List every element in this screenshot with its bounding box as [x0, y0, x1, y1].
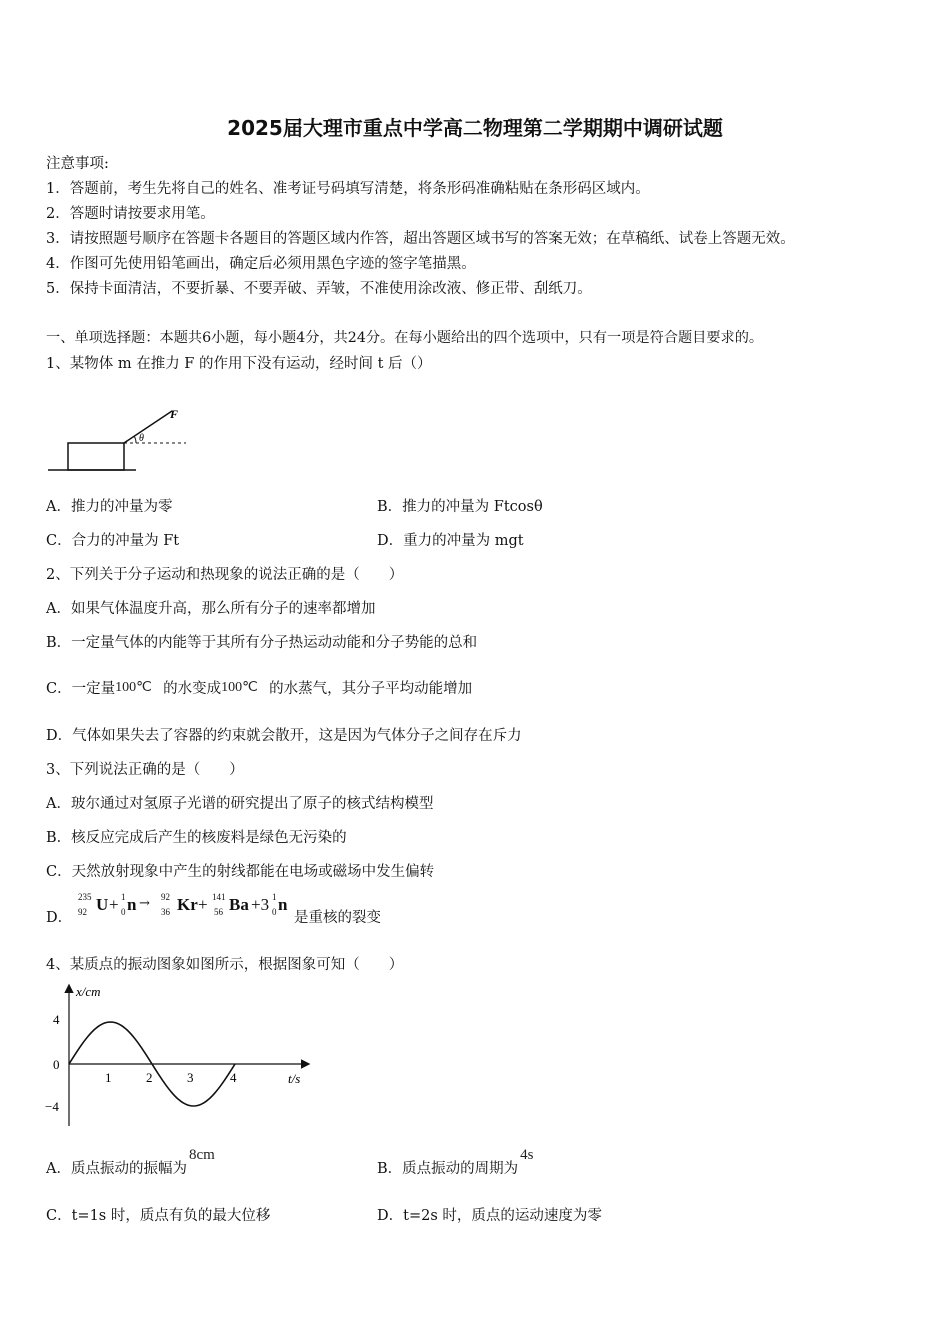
- q3-stem: 3、下列说法正确的是（ ）: [46, 762, 244, 778]
- q2-option-a[interactable]: A．如果气体温度升高，那么所有分子的速率都增加: [46, 601, 376, 617]
- q1-option-d[interactable]: D．重力的冲量为 mgt: [377, 533, 524, 549]
- q2-c-prefix: C．一定量: [46, 681, 116, 697]
- q2-option-b[interactable]: B．一定量气体的内能等于其所有分子热运动动能和分子势能的总和: [46, 635, 478, 651]
- q4-option-d[interactable]: D．t=2s 时，质点的运动速度为零: [377, 1208, 602, 1224]
- x-tick-1: 1: [105, 1070, 112, 1085]
- q4-a-value: 8cm: [188, 1147, 215, 1163]
- q1-option-c[interactable]: C．合力的冲量为 Ft: [46, 533, 180, 549]
- q2-stem: 2、下列关于分子运动和热现象的说法正确的是（ ）: [46, 567, 404, 583]
- kr-atomic-number: 36: [161, 907, 170, 917]
- q4-vibration-graph: [40, 980, 320, 1130]
- q1-figure: [44, 402, 194, 478]
- q3-d-label: D．: [46, 910, 73, 926]
- force-line: [124, 411, 172, 443]
- q4-b-text: B．质点振动的周期为: [377, 1161, 519, 1177]
- n1-mass-number: 1: [121, 892, 126, 902]
- notice-item-2: 2．答题时请按要求用笔。: [46, 206, 215, 222]
- y-tick-neg4: −4: [45, 1099, 59, 1114]
- q2-option-d[interactable]: D．气体如果失去了容器的约束就会散开，这是因为气体分子之间存在斥力: [46, 728, 522, 744]
- q2-c-middle: 的水变成: [163, 681, 222, 697]
- q4-option-c[interactable]: C．t=1s 时，质点有负的最大位移: [46, 1208, 271, 1224]
- x-tick-4: 4: [230, 1070, 237, 1085]
- arrow-icon: →: [139, 896, 150, 911]
- q3-d-tail: 是重核的裂变: [294, 910, 381, 926]
- u-symbol: U: [96, 895, 109, 914]
- q4-stem: 4、某质点的振动图象如图所示，根据图象可知（ ）: [46, 957, 404, 973]
- q2-c-suffix: 的水蒸气，其分子平均动能增加: [269, 681, 473, 697]
- n2-atomic-number: 0: [272, 907, 277, 917]
- q4-b-value: 4s: [520, 1147, 534, 1163]
- q2-c-temp2: 100℃: [221, 680, 258, 695]
- angle-label: θ: [139, 433, 144, 444]
- y-tick-0: 0: [53, 1057, 60, 1072]
- n1-symbol: n: [127, 895, 137, 914]
- page-title: 2025届大理市重点中学高二物理第二学期期中调研试题: [227, 116, 723, 140]
- notice-item-1: 1．答题前，考生先将自己的姓名、准考证号码填写清楚，将条形码准确粘贴在条形码区域内。: [46, 181, 650, 197]
- q2-option-c[interactable]: [46, 677, 472, 698]
- fission-equation: [76, 890, 296, 924]
- q1-stem: 1、某物体 m 在推力 F 的作用下没有运动，经时间 t 后（）: [46, 356, 432, 372]
- force-label: F: [170, 407, 179, 421]
- plus-2: +: [198, 895, 208, 914]
- q4-option-b[interactable]: [377, 1147, 534, 1178]
- kr-symbol: Kr: [177, 895, 198, 914]
- notice-heading: 注意事项:: [46, 156, 109, 172]
- x-axis-label: t/s: [288, 1071, 301, 1086]
- n2-mass-number: 1: [272, 892, 277, 902]
- section-heading: 一、单项选择题：本题共6小题，每小题4分，共24分。在每小题给出的四个选项中，只有一项是符合题目要求的。: [46, 330, 764, 346]
- y-tick-4: 4: [53, 1012, 60, 1027]
- block: [68, 443, 124, 470]
- q3-option-c[interactable]: C．天然放射现象中产生的射线都能在电场或磁场中发生偏转: [46, 864, 435, 880]
- q3-option-a[interactable]: A．玻尔通过对氢原子光谱的研究提出了原子的核式结构模型: [46, 796, 434, 812]
- ba-mass-number: 141: [212, 892, 226, 902]
- n1-atomic-number: 0: [121, 907, 126, 917]
- q1-option-a[interactable]: A．推力的冲量为零: [46, 499, 173, 515]
- ba-symbol: Ba: [229, 895, 249, 914]
- notice-item-4: 4．作图可先使用铅笔画出，确定后必须用黑色字迹的签字笔描黑。: [46, 256, 476, 272]
- notice-item-5: 5．保持卡面清洁，不要折暴、不要弄破、弄皱，不准使用涂改液、修正带、刮纸刀。: [46, 281, 592, 297]
- q3-option-d[interactable]: [46, 906, 72, 927]
- notice-item-3: 3．请按照题号顺序在答题卡各题目的答题区域内作答，超出答题区域书写的答案无效；在草稿纸、试卷上答题无效。: [46, 231, 795, 247]
- angle-arc: [134, 436, 136, 443]
- x-tick-3: 3: [187, 1070, 194, 1085]
- q4-option-a[interactable]: [46, 1147, 215, 1178]
- ba-atomic-number: 56: [214, 907, 223, 917]
- q2-c-temp1: 100℃: [115, 680, 152, 695]
- y-axis-label: x/cm: [76, 984, 101, 999]
- plus-1: +: [109, 895, 119, 914]
- u-mass-number: 235: [78, 892, 92, 902]
- n2-symbol: n: [278, 895, 288, 914]
- x-tick-2: 2: [146, 1070, 153, 1085]
- q4-a-text: A．质点振动的振幅为: [46, 1161, 187, 1177]
- q1-option-b[interactable]: B．推力的冲量为 Ftcosθ: [377, 499, 543, 515]
- kr-mass-number: 92: [161, 892, 170, 902]
- u-atomic-number: 92: [78, 907, 87, 917]
- q3-option-b[interactable]: B．核反应完成后产生的核废料是绿色无污染的: [46, 830, 347, 846]
- plus-3: +3: [251, 895, 270, 914]
